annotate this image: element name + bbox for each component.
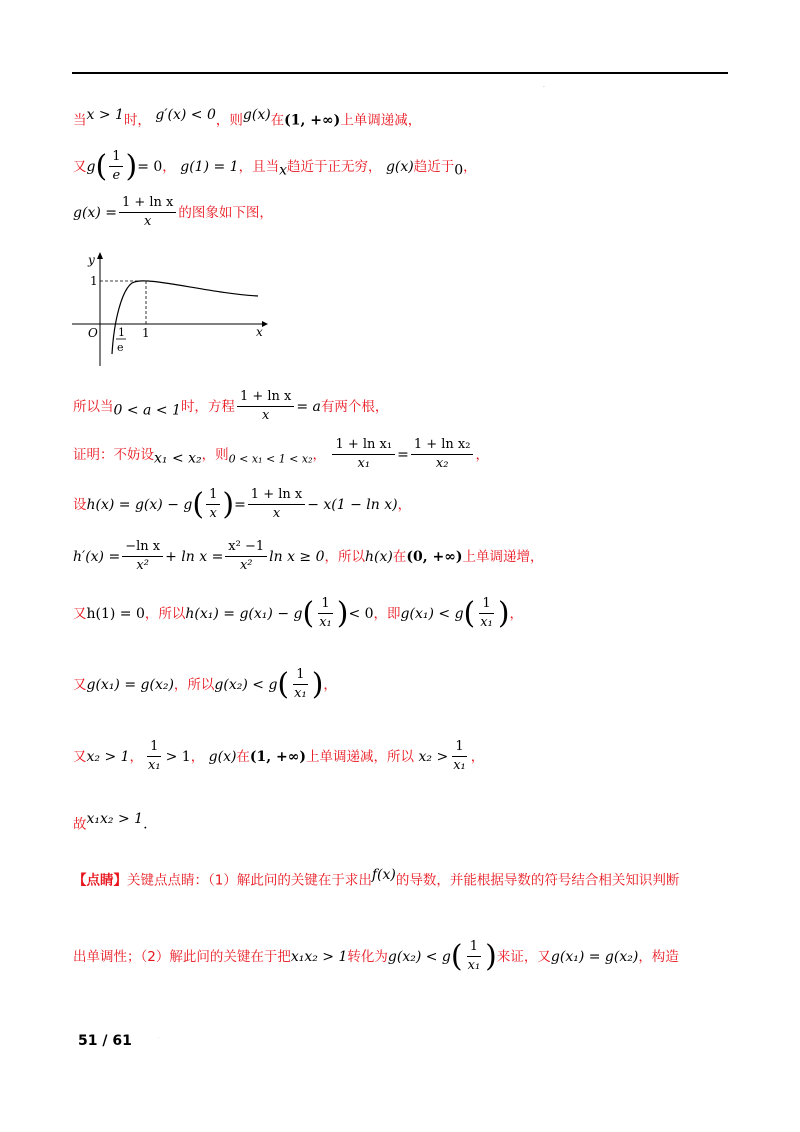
math: g(x₂) < g xyxy=(387,948,451,965)
denominator: x₁ xyxy=(148,758,161,774)
numerator: 1 xyxy=(147,740,161,757)
numerator: 1 xyxy=(206,488,220,505)
text: 在 xyxy=(236,748,250,765)
denominator: x₁ xyxy=(467,958,481,974)
math: g(x₁) < g xyxy=(400,605,464,622)
text: 又 xyxy=(73,676,87,693)
math: h(1) = 0 xyxy=(86,605,145,622)
math: ln x ≥ 0 xyxy=(269,548,325,565)
math: g(x) xyxy=(385,158,414,175)
fraction xyxy=(225,540,267,574)
fraction xyxy=(119,196,176,230)
text: 又 xyxy=(73,158,87,175)
text: 又 xyxy=(73,605,87,622)
footer-mark: · xyxy=(158,1035,160,1041)
x-arrow xyxy=(262,321,268,327)
line-6: 设h(x) = g(x) − g( $\frac{1}{x}$ )= $\frac{\text{1 + ln x}}{x}$ − x(1 − ln x)， xyxy=(73,486,412,522)
curve xyxy=(112,281,258,354)
math: f(x) xyxy=(371,867,396,883)
text: ，且当 xyxy=(238,158,280,175)
math: g(x₁) = g(x₂) xyxy=(550,948,639,965)
text: 上单调递减，所以 xyxy=(306,748,415,765)
math: x > 1 xyxy=(86,107,124,123)
math: x₁x₂ > 1 xyxy=(290,948,348,965)
text: 时，方程 xyxy=(180,398,235,415)
tick-y-1: 1 xyxy=(90,274,98,288)
text: 关键点点睛：（1）解此问的关键在于求出 xyxy=(127,872,372,889)
text: 有两个根， xyxy=(320,398,389,415)
origin-label: O xyxy=(88,326,98,340)
text: 【点睛】 xyxy=(73,872,127,889)
denominator: x₁ xyxy=(453,758,466,774)
numerator: 1 xyxy=(109,150,123,167)
page-number: 51 / 61 xyxy=(78,1033,132,1049)
numerator: 1 xyxy=(452,740,466,757)
header-rule xyxy=(72,72,728,74)
numerator: 1 xyxy=(479,597,493,614)
denominator: x₁ xyxy=(294,686,307,702)
line-8: 又h(1) = 0，所以h(x₁) = g(x₁) − g( $\frac{1}{\text{x₁}}$ )< 0，即g(x₁) < g( $\frac{1}{\text{x₁}}$ )， xyxy=(73,595,524,631)
text: 转化为 xyxy=(347,948,388,965)
math: > 1 xyxy=(165,748,191,765)
line-13: 出单调性；（2）解此问的关键在于把x₁x₂ > 1转化为g(x₂) < g( $\frac{1}{\text{x₁}}$ )来证，又g(x₁) = g(x₂)，构造 xyxy=(73,938,679,974)
tick-inv-e-num: 1 xyxy=(118,326,125,339)
fraction xyxy=(332,438,395,472)
fraction xyxy=(237,390,294,424)
numerator: 1 xyxy=(467,940,481,957)
numerator: 1 + ln x₁ xyxy=(332,438,395,455)
text: 又 xyxy=(73,748,87,765)
text: 设 xyxy=(73,496,87,513)
fraction xyxy=(477,597,496,631)
denominator: x² xyxy=(136,558,149,574)
denominator: x₂ xyxy=(435,456,449,472)
denominator: x₁ xyxy=(357,456,371,472)
denominator: x xyxy=(272,506,281,522)
line-1 xyxy=(73,108,421,128)
numerator: x² −1 xyxy=(225,540,267,557)
text: 趋近于 xyxy=(413,158,455,175)
text: ，则 xyxy=(201,446,229,463)
math: x₁x₂ > 1 xyxy=(86,811,144,827)
math: h(x₁) = g(x₁) − g xyxy=(185,605,303,622)
denominator: x xyxy=(209,506,217,522)
math: g(x) xyxy=(208,748,237,765)
line-3 xyxy=(73,196,273,230)
line-10 xyxy=(73,740,484,774)
text: 证明：不妨设 xyxy=(73,446,154,463)
text: ， xyxy=(162,158,176,175)
text: ，即 xyxy=(373,605,401,622)
denominator: x₁ xyxy=(319,615,332,631)
denominator: x xyxy=(144,214,152,230)
math: = xyxy=(234,496,246,513)
line-11 xyxy=(73,812,148,832)
text: 上单调递减， xyxy=(340,112,422,129)
text: ， xyxy=(397,496,412,513)
math: x₂ > 1 xyxy=(86,748,130,765)
text: 的图象如下图， xyxy=(178,204,273,221)
math: x₁ < x₂ xyxy=(154,450,202,467)
y-arrow xyxy=(97,252,103,259)
denominator: e xyxy=(112,168,121,184)
fraction xyxy=(145,740,164,774)
text: ， xyxy=(509,605,524,622)
math: g(1) = 1 xyxy=(180,158,239,175)
fraction xyxy=(465,940,484,974)
numerator: 1 xyxy=(318,597,332,614)
text: 出单调性；（2）解此问的关键在于把 xyxy=(73,948,291,965)
math: = 0 xyxy=(137,158,163,175)
math: 0 < a < 1 xyxy=(113,402,181,419)
text: 当 xyxy=(73,112,87,129)
numerator: 1 + ln x xyxy=(248,488,305,505)
math: 0 < x₁ < 1 < x₂ xyxy=(228,452,313,466)
denominator: x² xyxy=(239,558,253,574)
math: < 0 xyxy=(348,605,374,622)
math: = xyxy=(397,446,409,463)
text: 时， xyxy=(123,112,151,129)
fraction xyxy=(206,488,220,522)
math: g xyxy=(86,158,96,175)
line-4 xyxy=(73,390,388,424)
text: ， xyxy=(190,748,205,765)
math: + ln x = xyxy=(165,548,224,565)
text: ，则 xyxy=(215,112,243,129)
math: g(x) xyxy=(242,107,271,123)
numerator: 1 + ln x xyxy=(119,196,176,213)
x-label: x xyxy=(256,325,263,339)
text: ，所以 xyxy=(324,548,366,565)
text: 故 xyxy=(73,816,87,833)
text: 在 xyxy=(270,112,285,129)
text: ，所以 xyxy=(144,605,186,622)
math: (0, +∞) xyxy=(406,548,463,565)
math: − x(1 − ln x) xyxy=(307,496,398,513)
fraction xyxy=(316,597,335,631)
y-label: y xyxy=(88,253,95,267)
math: = a xyxy=(296,398,321,415)
math: g′(x) < 0 xyxy=(155,107,216,123)
fraction xyxy=(122,540,163,574)
text: ， xyxy=(312,446,327,463)
math: x₂ > xyxy=(418,748,449,765)
line-7 xyxy=(73,540,544,574)
numerator: 1 xyxy=(293,668,307,685)
line-12 xyxy=(73,868,679,888)
math: (1, +∞) xyxy=(249,748,307,765)
text: ， xyxy=(463,158,477,175)
text: 趋近于正无穷， xyxy=(286,158,382,175)
text: ， xyxy=(323,676,337,693)
line-5 xyxy=(73,438,489,472)
line-2: 又g( $\frac{1}{e}$ )= 0， g(1) = 1，且当$_x$趋近于正无穷， g(x)趋近于$_0$， xyxy=(73,148,477,184)
math: 0 xyxy=(454,162,464,179)
line-9: 又g(x₁) = g(x₂)，所以g(x₂) < g( $\frac{1}{\text{x₁}}$ )， xyxy=(73,666,337,702)
fraction xyxy=(450,740,469,774)
math: . xyxy=(143,816,148,833)
math: g(x₁) = g(x₂) xyxy=(86,676,174,693)
math: g(x₂) < g xyxy=(214,676,278,693)
numerator: 1 + ln x₂ xyxy=(411,438,474,455)
fraction xyxy=(248,488,305,522)
text: ， xyxy=(475,446,489,463)
text: ， xyxy=(129,748,144,765)
math: h(x) xyxy=(365,548,393,565)
fraction xyxy=(291,668,310,702)
text: ，所以 xyxy=(173,676,215,693)
header-mark: · xyxy=(543,84,545,91)
denominator: x xyxy=(261,408,270,424)
math: (1, +∞) xyxy=(284,112,341,129)
tick-x-1: 1 xyxy=(142,326,150,340)
text: 的导数，并能根据导数的符号结合相关知识判断 xyxy=(395,872,680,889)
text: 所以当 xyxy=(73,398,114,415)
math: g(x) = xyxy=(73,204,117,221)
fraction xyxy=(411,438,474,472)
numerator: −ln x xyxy=(122,540,163,557)
denominator: x₁ xyxy=(480,615,493,631)
function-graph xyxy=(70,250,270,368)
text: ，构造 xyxy=(638,948,679,965)
text: ， xyxy=(470,748,485,765)
tick-inv-e-den: e xyxy=(117,341,124,354)
text: 在 xyxy=(392,548,407,565)
text: 上单调递增， xyxy=(462,548,544,565)
text: 来证，又 xyxy=(496,948,551,965)
numerator: 1 + ln x xyxy=(237,390,294,407)
math: h(x) = g(x) − g xyxy=(86,496,193,513)
fraction xyxy=(109,150,123,184)
math: h′(x) = xyxy=(73,548,121,565)
math: x xyxy=(279,162,287,179)
